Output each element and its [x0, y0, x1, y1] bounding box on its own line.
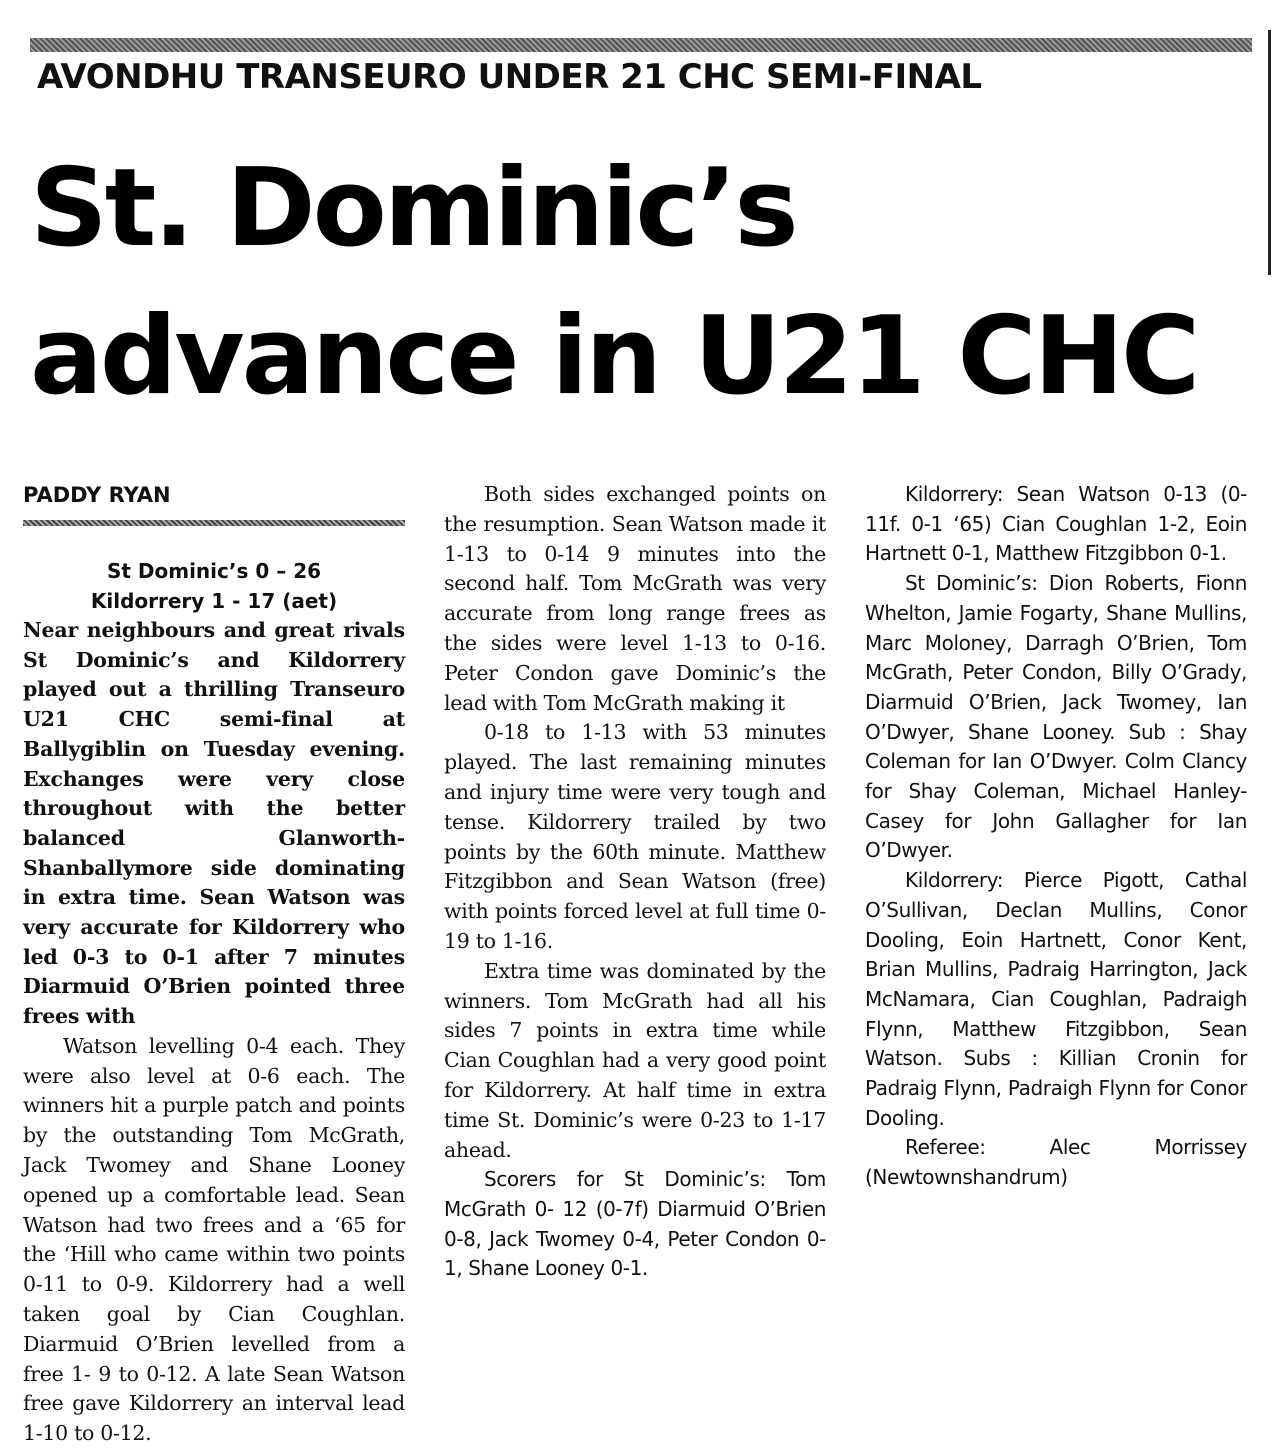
paragraph: Extra time was dominated by the winners. Tom McGrath had all his sides 7 points in extra time while Cian Coughlan had a very good point for Kildorrery. At half time in extra time St. Dominic’s were 0-23 to 1-17 ahead.	[444, 958, 826, 1162]
score-line-2: Kildorrery 1 - 17 (aet)	[90, 589, 338, 613]
score-line-1: St Dominic’s 0 – 26	[106, 559, 322, 583]
team-kildorrery: Kildorrery: Pierce Pigott, Cathal O’Sullivan, Declan Mullins, Conor Dooling, Eoin Hartnett, Conor Kent, Brian Mullins, Padraig Harrington, Jack McNamara, Cian Coughlan, Padraigh Flynn, Matthew Fitzgibbon, Sean Watson. Subs : Killian Cronin for Padraig Flynn, Padraigh Flynn for Conor Dooling.	[865, 868, 1247, 1130]
byline-rule	[23, 520, 405, 526]
paragraph: Watson levelling 0-4 each. They were also level at 0-6 each. The winners hit a purple patch and points by the outstanding Tom McGrath, Jack Twomey and Shane Looney opened up a comfortable lead. Sean Watson had two frees and a ‘65 for the ‘Hill who came within two points 0-11 to 0-9. Kildorrery had a well taken goal by Cian Coughlan. Diarmuid O’Brien levelled from a free 1- 9 to 0-12. A late Sean Watson free gave Kildorrery an interval lead 1-10 to 0-12.	[23, 1033, 405, 1446]
masthead-rule	[30, 38, 1252, 52]
headline: St. Dominic’s advance in U21 CHC	[30, 146, 1198, 419]
kicker: AVONDHU TRANSEURO UNDER 21 CHC SEMI-FINAL	[37, 57, 982, 97]
scorers-kildorrery: Kildorrery: Sean Watson 0-13 (0-11f. 0-1 ‘65) Cian Coughlan 1-2, Eoin Hartnett 0-1, Matthew Fitzgibbon 0-1.	[865, 482, 1247, 566]
paragraph: Both sides exchanged points on the resumption. Sean Watson made it 1-13 to 0-14 9 minutes into the second half. Tom McGrath was very accurate from long range frees as the sides were level 1-13 to 0-16. Peter Condon gave Dominic’s the lead with Tom McGrath making it	[444, 482, 826, 715]
lead-paragraph: Near neighbours and great rivals St Dominic’s and Kildorrery played out a thrilling Transeuro U21 CHC semi-final at Ballygiblin on Tuesday evening. Exchanges were very close throughout with the better balanced Glanworth-Shanballymore side dominating in extra time. Sean Watson was very accurate for Kildorrery who led 0-3 to 0-1 after 7 minutes Diarmuid O’Brien pointed three frees with	[23, 618, 405, 1029]
team-st-dominics: St Dominic’s: Dion Roberts, Fionn Whelton, Jamie Fogarty, Shane Mullins, Marc Moloney, Darragh O’Brien, Tom McGrath, Peter Condon, Billy O’Grady, Diarmuid O’Brien, Jack Twomey, Ian O’Dwyer, Shane Looney. Sub : Shay Coleman for Ian O’Dwyer. Colm Clancy for Shay Coleman, Michael Hanley-Casey for John Gallagher for Ian O’Dwyer.	[865, 571, 1247, 863]
paragraph: 0-18 to 1-13 with 53 minutes played. The last remaining minutes and injury time were very tough and tense. Kildorrery trailed by two points by the 60th minute. Matthew Fitzgibbon and Sean Watson (free) with points forced level at full time 0-19 to 1-16.	[444, 720, 826, 953]
scorers-st-dominics: Scorers for St Dominic’s: Tom McGrath 0- 12 (0-7f) Diarmuid O’Brien 0-8, Jack Twomey 0-4, Peter Condon 0-1, Shane Looney 0-1.	[444, 1167, 826, 1281]
team-lineups	[865, 480, 1247, 1360]
byline: PADDY RYAN	[23, 483, 171, 507]
referee: Referee: Alec Morrissey (Newtownshandrum)	[865, 1135, 1247, 1190]
article-body	[23, 480, 405, 1446]
article-body-continued	[444, 480, 826, 1360]
